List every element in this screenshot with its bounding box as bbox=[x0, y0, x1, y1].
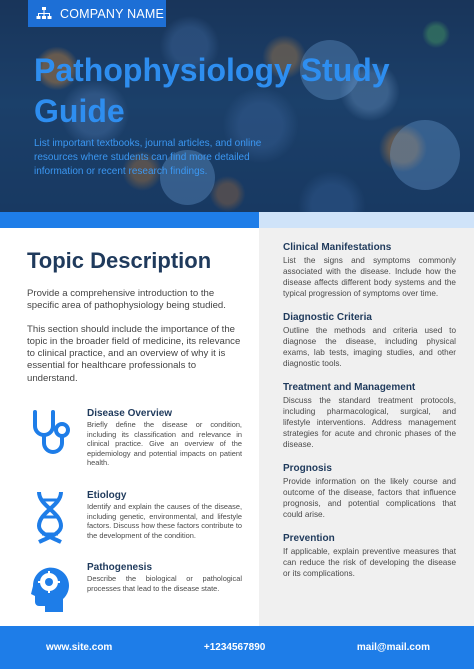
section-title: Prognosis bbox=[283, 463, 332, 474]
feature-title: Etiology bbox=[87, 490, 127, 501]
feature-etiology bbox=[27, 490, 242, 549]
feature-text: Identify and explain the causes of the disease, including genetic, environmental, and lifestyle factors. Discuss how these factors contribute to the development of the condition. bbox=[87, 502, 242, 540]
topic-intro: Provide a comprehensive introduction to the specific area of pathophysiology being studied. bbox=[27, 288, 226, 312]
page-title: Pathophysiology Study Guide bbox=[34, 52, 390, 129]
feature-title: Pathogenesis bbox=[87, 562, 153, 573]
topic-section bbox=[27, 228, 242, 385]
section-title: Treatment and Management bbox=[283, 382, 416, 393]
section-title: Prevention bbox=[283, 533, 335, 544]
footer-bar bbox=[0, 626, 474, 669]
org-chart-icon bbox=[36, 7, 52, 21]
footer-phone[interactable]: +1234567890 bbox=[203, 642, 266, 653]
section-text: If applicable, explain preventive measures that can reduce the risk of developing the disease or its complications. bbox=[283, 547, 456, 578]
section-clinical-manifestations bbox=[283, 242, 456, 299]
topic-details: This section should include the importance of the topic in the broader field of medicine, its relevance to clinical practice, and an overview of why it is essential for healthcare professionals to understand. bbox=[27, 323, 241, 384]
section-prevention bbox=[283, 533, 456, 579]
company-badge bbox=[28, 0, 166, 27]
section-title: Clinical Manifestations bbox=[283, 242, 392, 253]
stethoscope-icon bbox=[27, 408, 73, 462]
feature-text: Describe the biological or pathological processes that lead to the disease state. bbox=[87, 574, 242, 593]
section-prognosis bbox=[283, 463, 456, 520]
accent-stripe bbox=[0, 212, 474, 228]
details-panel bbox=[259, 228, 474, 626]
page-subtitle: List important textbooks, journal articles, and online resources where students can find more detailed information or recent research findings. bbox=[34, 138, 262, 177]
section-text: List the signs and symptoms commonly associated with the disease. Include how the disease affects different body systems and the typical progression of symptoms over time. bbox=[283, 256, 456, 298]
hero-banner bbox=[0, 0, 474, 228]
accent-stripe-light bbox=[259, 212, 474, 228]
section-title: Diagnostic Criteria bbox=[283, 312, 372, 323]
feature-title: Disease Overview bbox=[87, 408, 173, 419]
footer-website[interactable]: www.site.com bbox=[46, 642, 113, 653]
feature-text: Briefly define the disease or condition, including its classification and relevance in clinical practice. Give an overview of the epidemiology and potential impacts on patient health. bbox=[87, 420, 242, 468]
topic-title: Topic Description bbox=[27, 248, 212, 273]
feature-pathogenesis bbox=[27, 562, 242, 621]
feature-disease-overview bbox=[27, 408, 242, 468]
brain-head-icon bbox=[27, 562, 73, 616]
section-text: Provide information on the likely course and outcome of the disease, factors that influence prognosis, and potential complications that could arise. bbox=[283, 477, 456, 519]
section-treatment bbox=[283, 382, 456, 450]
section-diagnostic-criteria bbox=[283, 312, 456, 369]
company-name: COMPANY NAME bbox=[60, 6, 165, 21]
section-text: Outline the methods and criteria used to diagnose the disease, including physical exams, lab tests, imaging studies, and other diagnostic tools. bbox=[283, 326, 456, 368]
dna-icon bbox=[27, 490, 73, 544]
section-text: Discuss the standard treatment protocols, including pharmacological, surgical, and lifestyle interventions. Address management strategies for acute and chronic phases of the disease. bbox=[283, 396, 456, 449]
footer-email[interactable]: mail@mail.com bbox=[356, 642, 430, 653]
